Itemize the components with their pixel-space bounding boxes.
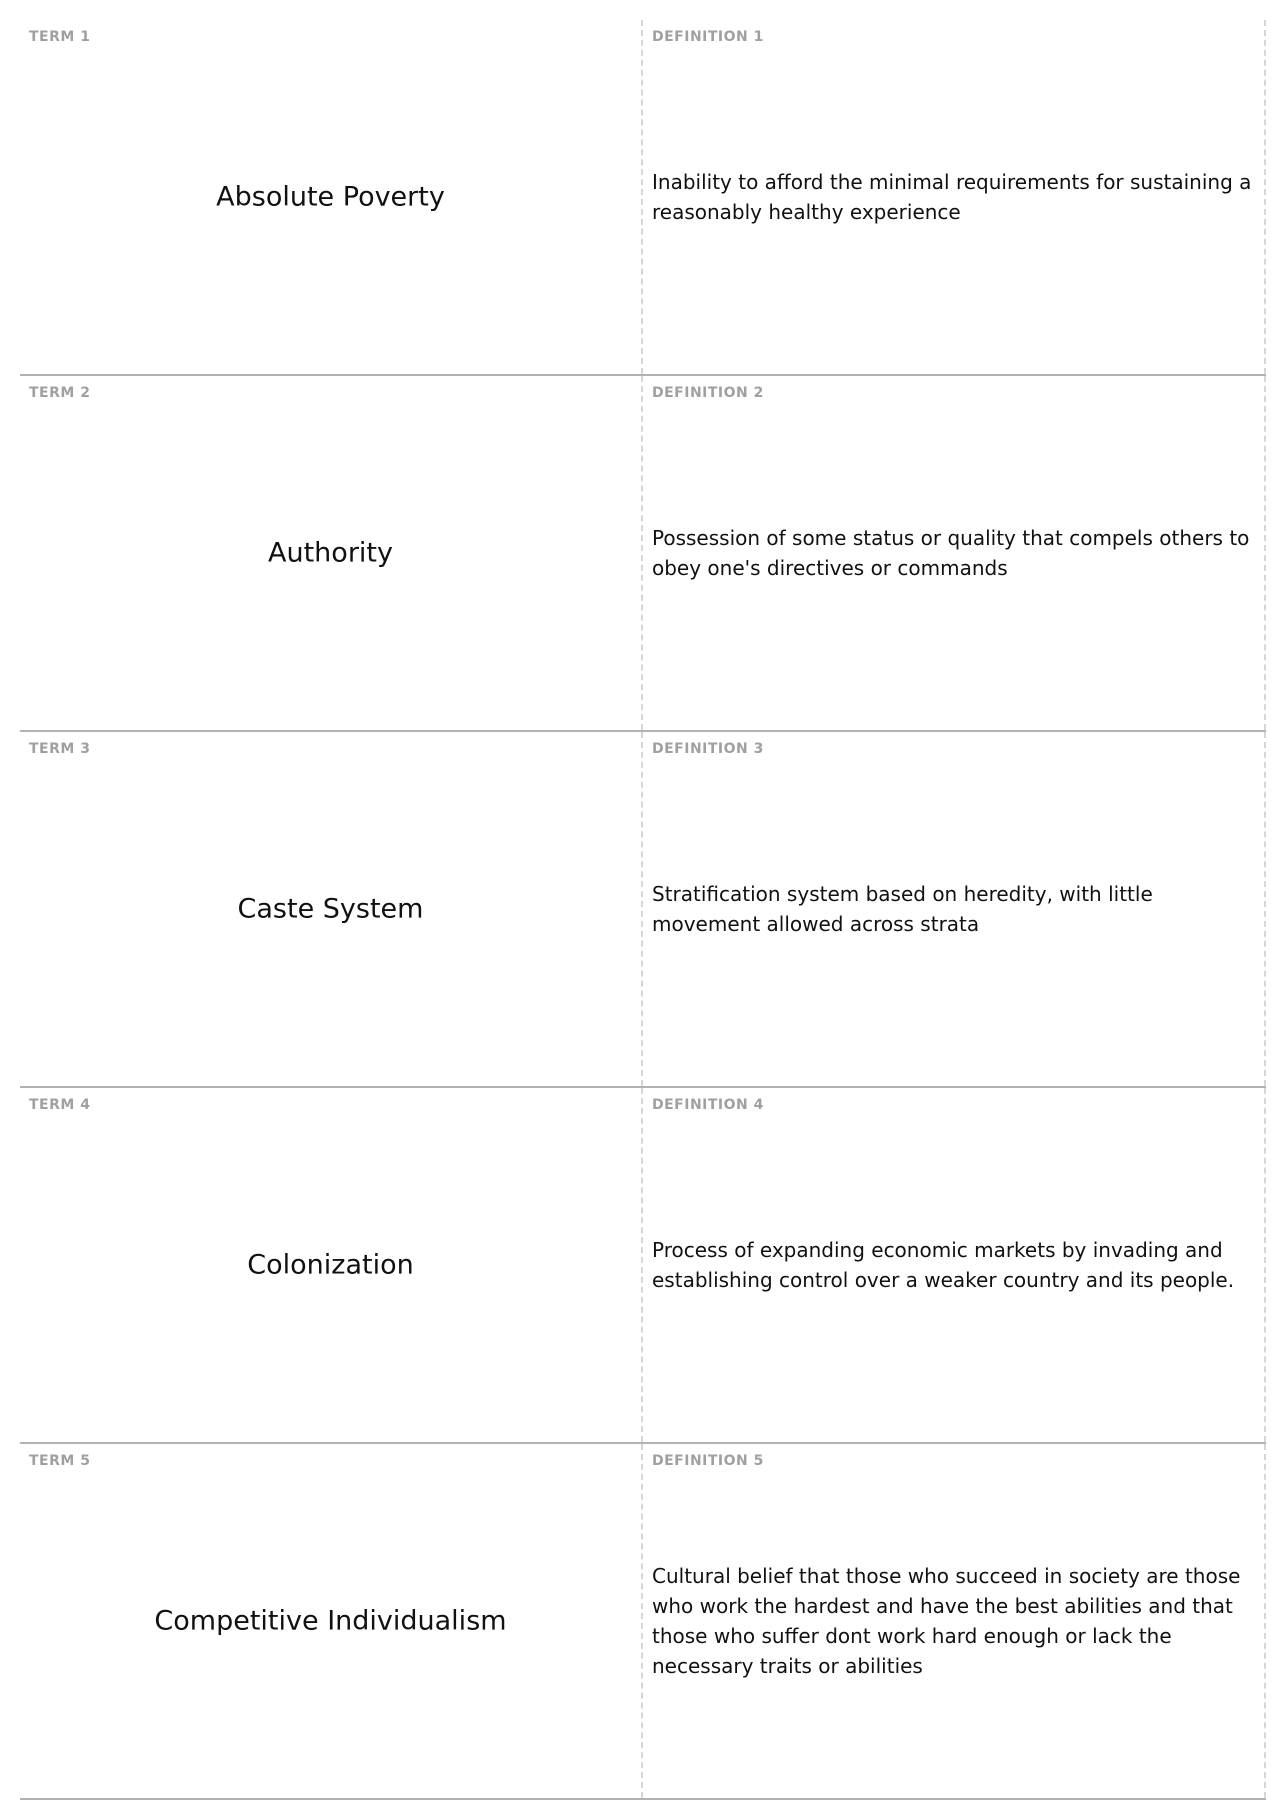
term-card (20, 20, 643, 374)
definition-card (643, 1444, 1266, 1798)
definition-card (643, 1088, 1266, 1442)
flashcard-sheet (20, 20, 1266, 1800)
term-label: TERM 3 (29, 741, 91, 757)
flashcard-row-2 (20, 376, 1266, 732)
term-label: TERM 5 (29, 1453, 91, 1469)
term-card (20, 1088, 643, 1442)
definition-label: DEFINITION 2 (652, 385, 764, 401)
definition-card (643, 20, 1266, 374)
term-label: TERM 4 (29, 1097, 91, 1113)
definition-text: Possession of some status or quality that compels others to obey one's directives or commands (652, 526, 1250, 580)
term-card (20, 732, 643, 1086)
definition-text: Stratification system based on heredity, with little movement allowed across strata (652, 882, 1153, 936)
definition-text: Process of expanding economic markets by invading and establishing control over a weaker country and its people. (652, 1238, 1235, 1292)
definition-label: DEFINITION 1 (652, 29, 764, 45)
term-text: Caste System (237, 893, 424, 925)
flashcard-row-4 (20, 1088, 1266, 1444)
term-text: Absolute Poverty (216, 181, 445, 213)
term-card (20, 1444, 643, 1798)
flashcard-row-5 (20, 1444, 1266, 1800)
definition-label: DEFINITION 3 (652, 741, 764, 757)
term-label: TERM 1 (29, 29, 91, 45)
definition-label: DEFINITION 5 (652, 1453, 764, 1469)
definition-label: DEFINITION 4 (652, 1097, 764, 1113)
term-text: Competitive Individualism (154, 1605, 507, 1637)
term-text: Colonization (247, 1249, 414, 1281)
definition-text: Cultural belief that those who succeed in society are those who work the hardest and have the best abilities and that those who suffer dont work hard enough or lack the necessary traits or abilities (652, 1564, 1241, 1678)
term-card (20, 376, 643, 730)
definition-text: Inability to afford the minimal requirements for sustaining a reasonably healthy experience (652, 170, 1252, 224)
term-label: TERM 2 (29, 385, 91, 401)
flashcard-row-3 (20, 732, 1266, 1088)
definition-card (643, 376, 1266, 730)
flashcard-row-1 (20, 20, 1266, 376)
definition-card (643, 732, 1266, 1086)
term-text: Authority (268, 537, 393, 569)
